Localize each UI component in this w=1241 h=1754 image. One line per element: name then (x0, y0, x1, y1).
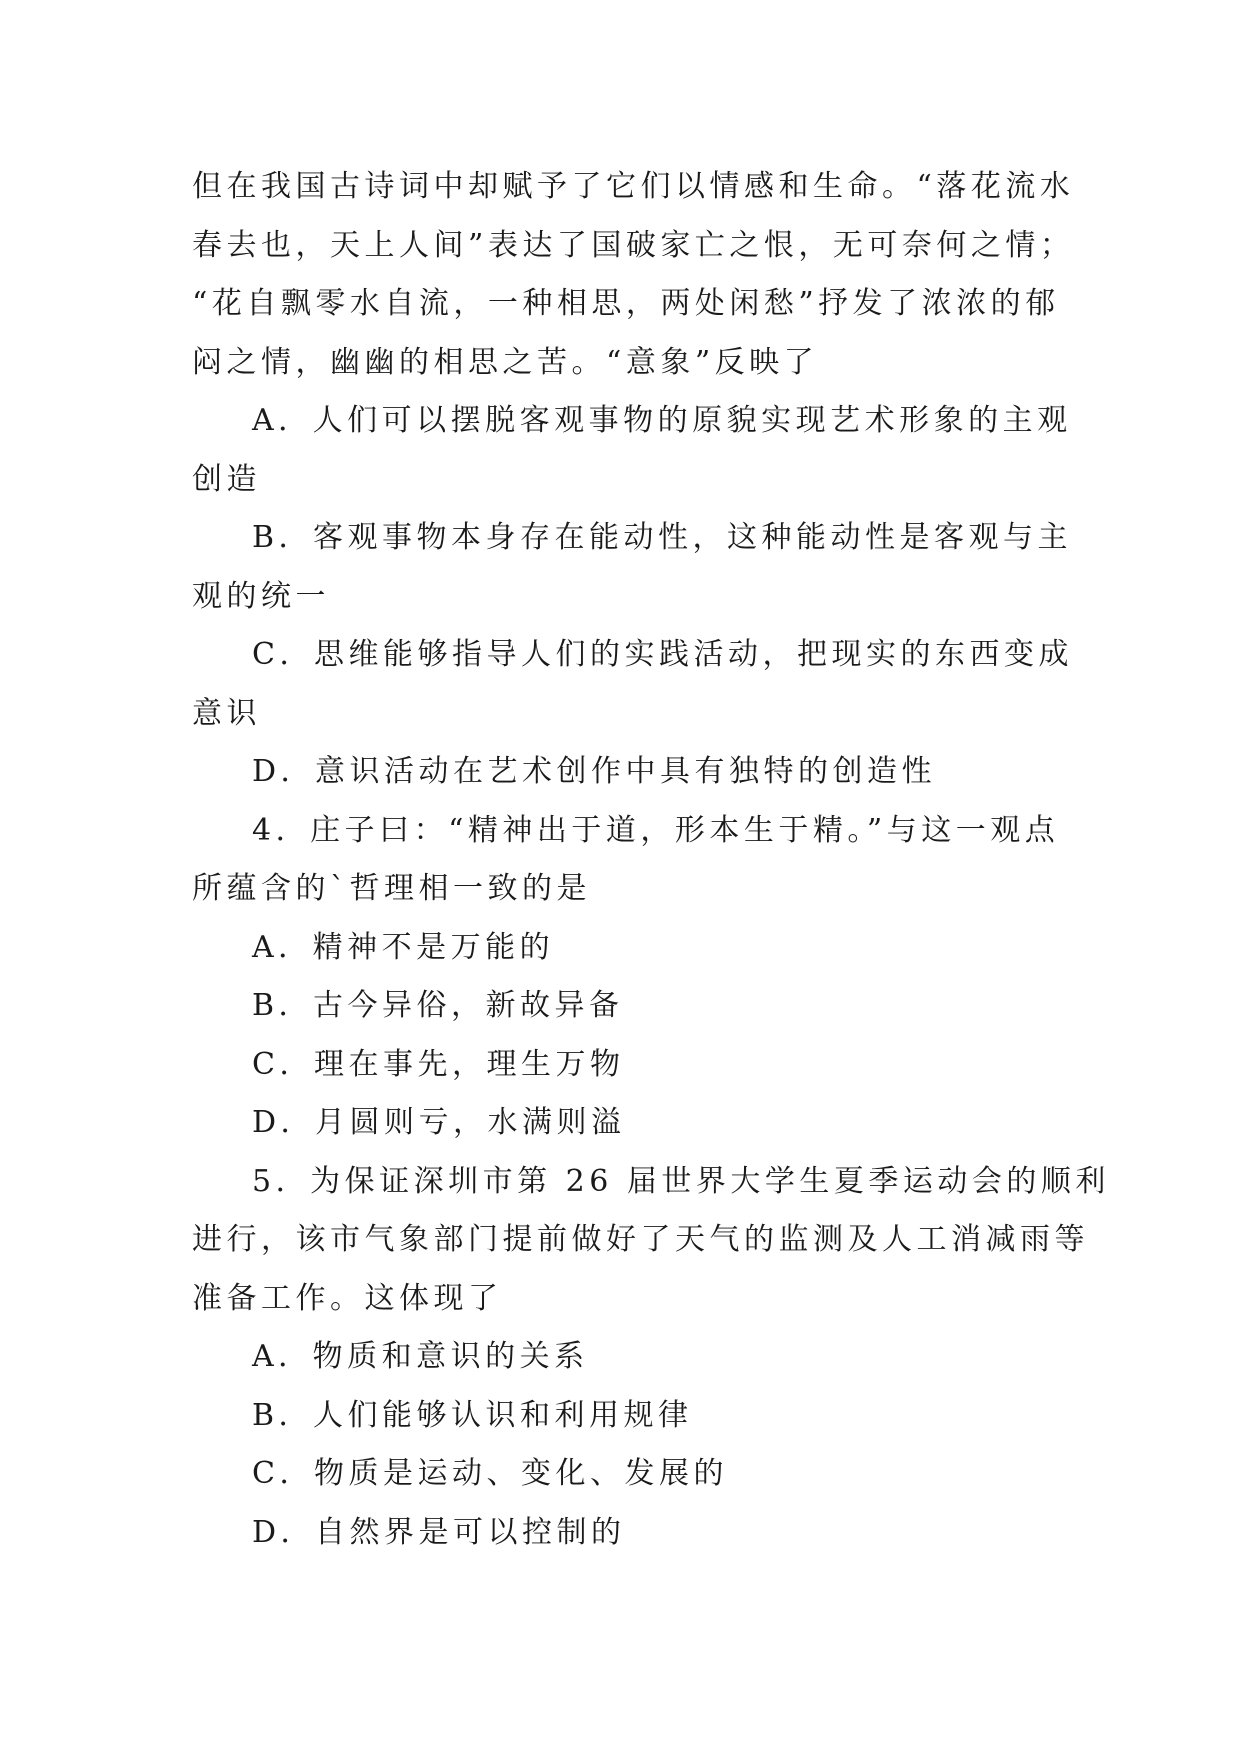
question-4-option-d: D．月圆则亏，水满则溢 (252, 1105, 626, 1140)
question-5-options (192, 1328, 1052, 1562)
question-line: 4．庄子曰：“精神出于道，形本生于精。”与这一观点 (252, 812, 1060, 848)
option-line: 意识 (192, 695, 261, 731)
question-5-option-a: A．物质和意识的关系 (252, 1339, 589, 1374)
question-line: 准备工作。这体现了 (192, 1280, 503, 1316)
question-5-stem (192, 1153, 1110, 1329)
question-4-options (192, 919, 1052, 1153)
question-line: 进行，该市气象部门提前做好了天气的监测及人工消减雨等 (192, 1222, 1089, 1257)
question-3-stem-continued (192, 158, 1075, 392)
option-line: 创造 (192, 461, 261, 497)
text-line: 闷之情，幽幽的相思之苦。“意象”反映了 (192, 344, 819, 380)
question-4-option-c: C．理在事先，理生万物 (252, 1046, 625, 1082)
question-4-option-a: A．精神不是万能的 (252, 929, 555, 965)
option-line: 观的统一 (192, 578, 330, 614)
question-3-option-b (192, 509, 1073, 626)
question-4-stem (192, 802, 1060, 919)
text-line: 但在我国古诗词中却赋予了它们以情感和生命。“落花流水 (192, 169, 1075, 204)
option-line: D．意识活动在艺术创作中具有独特的创造性 (252, 754, 937, 789)
text-line: 春去也，天上人间”表达了国破家亡之恨，无可奈何之情； (192, 227, 1075, 263)
option-line: A．人们可以摆脱客观事物的原貌实现艺术形象的主观 (252, 403, 1072, 438)
question-5-option-b: B．人们能够认识和利用规律 (252, 1397, 693, 1433)
text-line: “花自飘零水自流，一种相思，两处闲愁”抒发了浓浓的郁 (192, 286, 1060, 321)
question-5-option-d: D．自然界是可以控制的 (252, 1514, 626, 1550)
question-4-option-b: B．古今异俗，新故异备 (252, 988, 624, 1023)
question-3-option-d (192, 743, 1052, 802)
question-5-option-c: C．物质是运动、变化、发展的 (252, 1456, 728, 1491)
question-3-option-c (192, 626, 1073, 743)
option-line: C．思维能够指导人们的实践活动，把现实的东西变成 (252, 637, 1073, 672)
page-content (192, 158, 1110, 1562)
question-line: 所蕴含的`哲理相一致的是 (192, 871, 591, 906)
question-line: 5．为保证深圳市第 26 届世界大学生夏季运动会的顺利 (252, 1163, 1110, 1199)
option-line: B．客观事物本身存在能动性，这种能动性是客观与主 (252, 520, 1073, 555)
question-3-option-a (192, 392, 1072, 509)
